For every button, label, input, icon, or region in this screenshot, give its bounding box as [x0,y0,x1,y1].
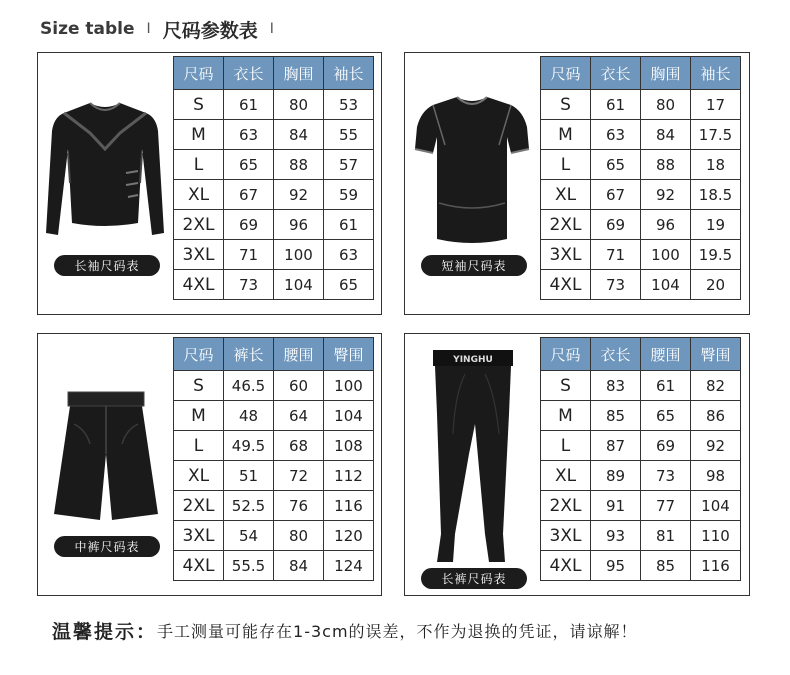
cell: 65 [324,270,374,300]
col-header: 臀围 [691,338,741,371]
cell: 63 [224,120,274,150]
col-header: 尺码 [541,338,591,371]
long-pants-image [405,334,540,595]
cell: 67 [224,180,274,210]
cell: 3XL [541,240,591,270]
col-header: 衣长 [224,57,274,90]
cell: 61 [641,371,691,401]
cell: 17.5 [691,120,741,150]
size-table-long-sleeve [173,56,374,300]
cell: 3XL [174,240,224,270]
panel-long-sleeve [37,52,382,315]
cell: 18.5 [691,180,741,210]
cell: 17 [691,90,741,120]
cell: 100 [641,240,691,270]
cell: 55.5 [224,551,274,581]
cell: 92 [691,431,741,461]
table-row [541,270,741,300]
cell: 120 [324,521,374,551]
cell: 112 [324,461,374,491]
cell: S [174,371,224,401]
table-row [541,431,741,461]
page-header [40,14,286,44]
cell: 84 [641,120,691,150]
cell: 73 [591,270,641,300]
table-row [174,401,374,431]
cell: 65 [224,150,274,180]
cell: 82 [691,371,741,401]
cell: 73 [224,270,274,300]
cell: S [541,90,591,120]
cell: 4XL [174,270,224,300]
cell: 61 [591,90,641,120]
cell: 55 [324,120,374,150]
cell: S [174,90,224,120]
cell: 18 [691,150,741,180]
cell: 65 [591,150,641,180]
table-row [174,240,374,270]
col-header: 尺码 [174,338,224,371]
cell: 91 [591,491,641,521]
cell: 83 [591,371,641,401]
cell: 64 [274,401,324,431]
cell: 67 [591,180,641,210]
col-header: 腰围 [641,338,691,371]
table-row [541,521,741,551]
cell: 80 [274,90,324,120]
cell: 69 [641,431,691,461]
cell: XL [541,461,591,491]
cell: 4XL [541,270,591,300]
cell: 87 [591,431,641,461]
header-chinese-title: 尺码参数表 [162,19,258,42]
table-row [174,491,374,521]
cell: 85 [641,551,691,581]
cell: 84 [274,551,324,581]
table-row [174,521,374,551]
col-header: 袖长 [691,57,741,90]
panel-short-sleeve [404,52,750,315]
cell: 59 [324,180,374,210]
cell: 96 [274,210,324,240]
table-row [541,551,741,581]
cell: 51 [224,461,274,491]
table-row [541,210,741,240]
cell: 88 [274,150,324,180]
table-row [174,180,374,210]
size-table-short-sleeve [540,56,741,300]
cell: 92 [274,180,324,210]
cell: M [174,120,224,150]
cell: 85 [591,401,641,431]
header-trail-separator: I [269,21,274,37]
cell: 73 [641,461,691,491]
footer-lead: 温馨提示： [52,621,158,643]
cell: 4XL [541,551,591,581]
cell: 48 [224,401,274,431]
badge-long-pants: 长裤尺码表 [421,568,527,589]
footer-note [52,617,638,644]
cell: 69 [224,210,274,240]
cell: 108 [324,431,374,461]
cell: 98 [691,461,741,491]
cell: 3XL [541,521,591,551]
table-row [541,180,741,210]
col-header: 衣长 [591,57,641,90]
cell: 53 [324,90,374,120]
table-row [174,371,374,401]
cell: 80 [274,521,324,551]
table-row [541,401,741,431]
size-table-long-pants [540,337,741,581]
cell: M [541,120,591,150]
cell: 49.5 [224,431,274,461]
panel-long-pants [404,333,750,596]
cell: 86 [691,401,741,431]
cell: 80 [641,90,691,120]
cell: 124 [324,551,374,581]
cell: 104 [324,401,374,431]
cell: 104 [274,270,324,300]
cell: 4XL [174,551,224,581]
cell: 2XL [174,210,224,240]
badge-short-sleeve: 短袖尺码表 [421,255,527,276]
cell: 96 [641,210,691,240]
size-table-shorts [173,337,374,581]
cell: 20 [691,270,741,300]
footer-message: 手工测量可能存在1-3cm的误差，不作为退换的凭证，请谅解！ [157,622,638,641]
table-row [541,90,741,120]
col-header: 衣长 [591,338,641,371]
cell: 19.5 [691,240,741,270]
col-header: 尺码 [541,57,591,90]
header-english-title: Size table [40,19,135,39]
cell: S [541,371,591,401]
table-row [174,270,374,300]
short-sleeve-shirt-image [405,53,540,314]
cell: 72 [274,461,324,491]
long-sleeve-shirt-image [38,53,173,314]
cell: 100 [274,240,324,270]
cell: 68 [274,431,324,461]
cell: 19 [691,210,741,240]
cell: 46.5 [224,371,274,401]
cell: 76 [274,491,324,521]
cell: 95 [591,551,641,581]
col-header: 胸围 [641,57,691,90]
table-row [174,120,374,150]
cell: 52.5 [224,491,274,521]
table-row [541,150,741,180]
cell: 84 [274,120,324,150]
table-row [174,90,374,120]
cell: 65 [641,401,691,431]
table-row [541,120,741,150]
cell: XL [174,180,224,210]
cell: 2XL [541,491,591,521]
table-row [174,461,374,491]
table-row [541,461,741,491]
cell: 71 [224,240,274,270]
badge-shorts: 中裤尺码表 [54,536,160,557]
cell: L [541,150,591,180]
cell: 100 [324,371,374,401]
col-header: 裤长 [224,338,274,371]
table-row [541,240,741,270]
panel-shorts [37,333,382,596]
cell: 60 [274,371,324,401]
cell: 57 [324,150,374,180]
cell: XL [174,461,224,491]
cell: 89 [591,461,641,491]
cell: 104 [691,491,741,521]
col-header: 胸围 [274,57,324,90]
cell: 77 [641,491,691,521]
table-row [174,431,374,461]
cell: 104 [641,270,691,300]
cell: 3XL [174,521,224,551]
cell: 2XL [541,210,591,240]
cell: L [174,431,224,461]
cell: L [174,150,224,180]
cell: M [541,401,591,431]
col-header: 袖长 [324,57,374,90]
cell: 54 [224,521,274,551]
col-header: 臀围 [324,338,374,371]
cell: 116 [691,551,741,581]
cell: 69 [591,210,641,240]
cell: 61 [224,90,274,120]
cell: M [174,401,224,431]
table-row [174,150,374,180]
badge-long-sleeve: 长袖尺码表 [54,255,160,276]
cell: 63 [324,240,374,270]
cell: 88 [641,150,691,180]
table-row [174,551,374,581]
cell: 61 [324,210,374,240]
cell: 93 [591,521,641,551]
cell: 71 [591,240,641,270]
col-header: 尺码 [174,57,224,90]
cell: 116 [324,491,374,521]
cell: 92 [641,180,691,210]
table-row [174,210,374,240]
cell: 81 [641,521,691,551]
cell: 63 [591,120,641,150]
cell: 110 [691,521,741,551]
cell: L [541,431,591,461]
shorts-image [38,334,173,595]
cell: XL [541,180,591,210]
waistband-text: YINGHU [453,355,493,365]
cell: 2XL [174,491,224,521]
table-row [541,371,741,401]
col-header: 腰围 [274,338,324,371]
table-row [541,491,741,521]
header-separator: I [146,21,151,37]
